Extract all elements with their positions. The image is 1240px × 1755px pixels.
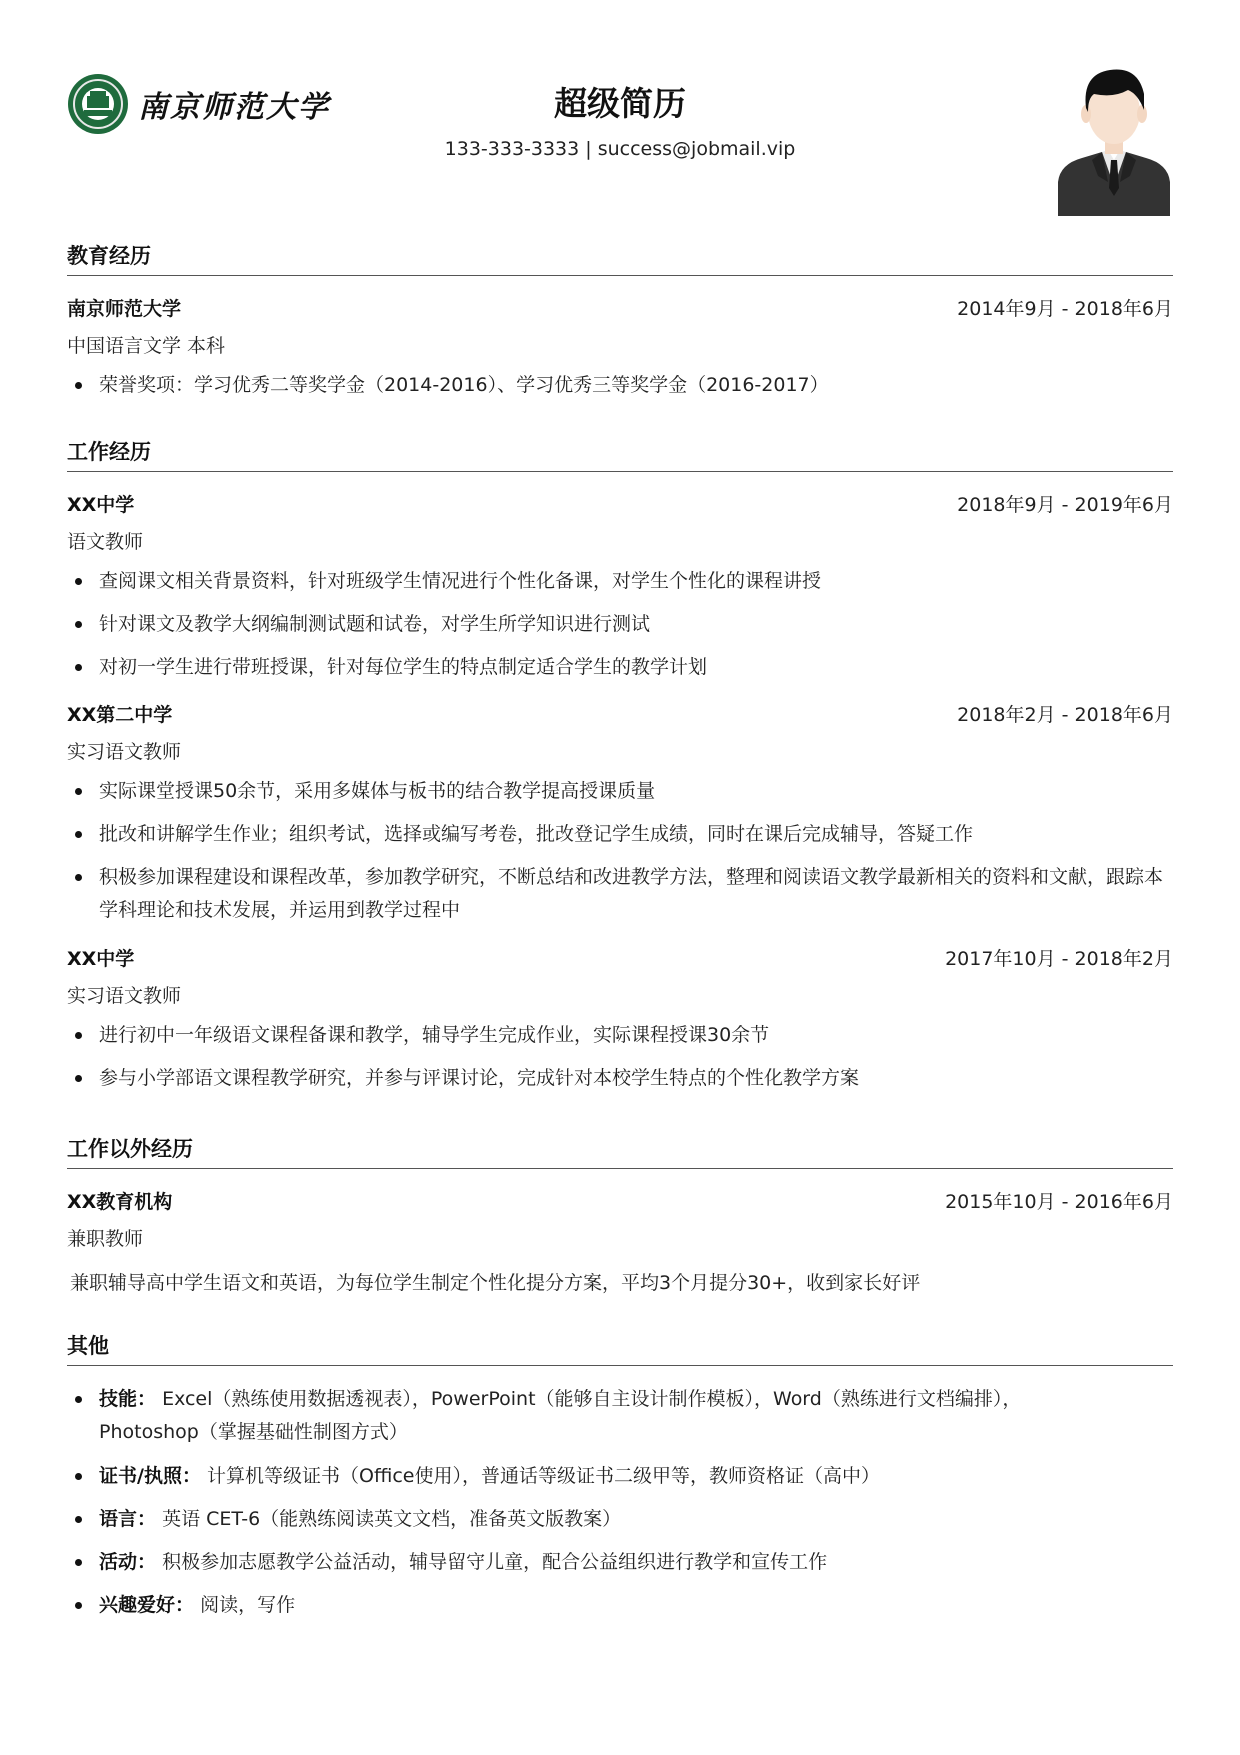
- list-item: 荣誉奖项：学习优秀二等奖学金（2014-2016）、学习优秀三等奖学金（2016-2017）: [67, 369, 1173, 402]
- other-org: XX教育机构: [67, 1191, 173, 1213]
- logo-wordmark: 南京师范大学: [138, 90, 330, 125]
- list-item: 实际课堂授课50余节，采用多媒体与板书的结合教学提高授课质量: [67, 775, 1173, 808]
- section-title-other-experience: 工作以外经历: [67, 1137, 193, 1161]
- item-label: 活动：: [99, 1551, 157, 1573]
- work-date: 2017年10月 - 2018年2月: [945, 948, 1173, 970]
- section-divider: [67, 275, 1173, 276]
- contact-info: 133-333-3333 | success@jobmail.vip: [444, 138, 796, 160]
- item-text: 阅读，写作: [200, 1594, 296, 1616]
- work-org: XX第二中学: [67, 704, 173, 726]
- item-text: Excel（熟练使用数据透视表），PowerPoint（能够自主设计制作模板），Word（熟练进行文档编排），Photoshop（掌握基础性制图方式）: [99, 1388, 1022, 1443]
- section-divider: [67, 471, 1173, 472]
- avatar: [1058, 64, 1170, 216]
- work-date: 2018年2月 - 2018年6月: [957, 704, 1173, 726]
- other-date: 2015年10月 - 2016年6月: [945, 1191, 1173, 1213]
- section-title-misc: 其他: [67, 1334, 109, 1358]
- section-title-work: 工作经历: [67, 440, 151, 464]
- item-label: 技能：: [99, 1388, 157, 1410]
- item-label: 证书/执照：: [99, 1465, 201, 1487]
- work-role: 实习语文教师: [67, 985, 182, 1007]
- list-item-languages: [67, 1503, 1173, 1536]
- item-text: 计算机等级证书（Office使用），普通话等级证书二级甲等，教师资格证（高中）: [207, 1465, 880, 1487]
- work-role: 实习语文教师: [67, 741, 182, 763]
- education-school: 南京师范大学: [67, 298, 182, 320]
- list-item: 批改和讲解学生作业；组织考试，选择或编写考卷，批改登记学生成绩，同时在课后完成辅导，答疑工作: [67, 818, 1173, 851]
- other-role: 兼职教师: [67, 1228, 144, 1250]
- item-label: 语言：: [99, 1508, 157, 1530]
- item-text: 英语 CET-6（能熟练阅读英文文档，准备英文版教案）: [162, 1508, 622, 1530]
- education-date: 2014年9月 - 2018年6月: [957, 298, 1173, 320]
- list-item-activities: [67, 1546, 1173, 1579]
- list-item: 进行初中一年级语文课程备课和教学，辅导学生完成作业，实际课程授课30余节: [67, 1019, 1173, 1052]
- item-label: 兴趣爱好：: [99, 1594, 195, 1616]
- list-item: 积极参加课程建设和课程改革，参加教学研究，不断总结和改进教学方法，整理和阅读语文教学最新相关的资料和文献，跟踪本学科理论和技术发展，并运用到教学过程中: [67, 861, 1173, 927]
- work-org: XX中学: [67, 948, 135, 970]
- list-item: 针对课文及教学大纲编制测试题和试卷，对学生所学知识进行测试: [67, 608, 1173, 641]
- work-date: 2018年9月 - 2019年6月: [957, 494, 1173, 516]
- work-org: XX中学: [67, 494, 135, 516]
- education-major: 中国语言文学 本科: [67, 335, 226, 357]
- list-item-certificates: [67, 1460, 1173, 1493]
- section-title-education: 教育经历: [67, 244, 151, 268]
- item-text: 积极参加志愿教学公益活动，辅导留守儿童，配合公益组织进行教学和宣传工作: [162, 1551, 828, 1573]
- work-role: 语文教师: [67, 531, 144, 553]
- list-item: 对初一学生进行带班授课，针对每位学生的特点制定适合学生的教学计划: [67, 651, 1173, 684]
- section-divider: [67, 1365, 1173, 1366]
- list-item: 参与小学部语文课程教学研究，并参与评课讨论，完成针对本校学生特点的个性化教学方案: [67, 1062, 1173, 1095]
- other-description: 兼职辅导高中学生语文和英语，为每位学生制定个性化提分方案，平均3个月提分30+，收到家长好评: [70, 1272, 921, 1294]
- list-item-hobbies: [67, 1589, 1173, 1622]
- section-divider: [67, 1168, 1173, 1169]
- list-item: 查阅课文相关背景资料，针对班级学生情况进行个性化备课，对学生个性化的课程讲授: [67, 565, 1173, 598]
- list-item-skills: [67, 1383, 1027, 1449]
- resume-name: 超级简历: [554, 84, 686, 123]
